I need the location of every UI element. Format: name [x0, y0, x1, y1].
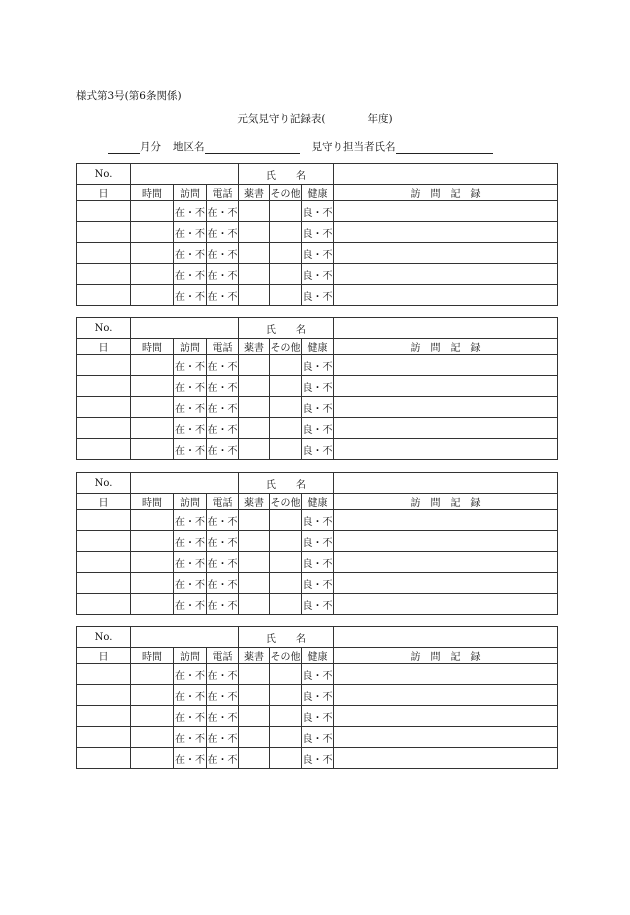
header-other: その他 [270, 494, 302, 510]
time-cell[interactable] [131, 727, 174, 748]
day-cell[interactable] [77, 243, 131, 264]
table-row [77, 706, 558, 727]
visit-mark[interactable]: 在・不 [174, 285, 207, 306]
visit-mark[interactable]: 在・不 [174, 355, 207, 376]
table-row [77, 727, 558, 748]
header-medicine: 薬書 [239, 185, 270, 201]
visit-record-cell[interactable] [334, 439, 558, 460]
visit-mark[interactable]: 在・不 [174, 727, 207, 748]
medicine-cell[interactable] [239, 418, 270, 439]
header-time: 時間 [131, 185, 174, 201]
day-cell[interactable] [77, 201, 131, 222]
day-cell[interactable] [77, 748, 131, 769]
no-value-cell[interactable] [131, 473, 239, 494]
time-cell[interactable] [131, 510, 174, 531]
month-label: 月分 [140, 141, 161, 153]
visit-mark[interactable]: 在・不 [174, 264, 207, 285]
phone-mark[interactable]: 在・不 [207, 439, 239, 460]
header-health: 健康 [302, 648, 334, 664]
header-phone: 電話 [207, 648, 239, 664]
visit-mark[interactable]: 在・不 [174, 510, 207, 531]
header-day: 日 [77, 339, 131, 355]
time-cell[interactable] [131, 376, 174, 397]
name-value-cell[interactable] [334, 164, 558, 185]
medicine-cell[interactable] [239, 376, 270, 397]
phone-mark[interactable]: 在・不 [207, 418, 239, 439]
table-row [77, 397, 558, 418]
no-value-cell[interactable] [131, 627, 239, 648]
other-cell[interactable] [270, 355, 302, 376]
day-cell[interactable] [77, 727, 131, 748]
phone-mark[interactable]: 在・不 [207, 664, 239, 685]
other-cell[interactable] [270, 397, 302, 418]
header-health: 健康 [302, 339, 334, 355]
other-cell[interactable] [270, 594, 302, 615]
other-cell[interactable] [270, 573, 302, 594]
health-mark[interactable]: 良・不 [302, 685, 334, 706]
visit-mark[interactable]: 在・不 [174, 664, 207, 685]
day-cell[interactable] [77, 510, 131, 531]
time-cell[interactable] [131, 201, 174, 222]
health-mark[interactable]: 良・不 [302, 243, 334, 264]
health-mark[interactable]: 良・不 [302, 706, 334, 727]
day-cell[interactable] [77, 685, 131, 706]
visit-mark[interactable]: 在・不 [174, 222, 207, 243]
phone-mark[interactable]: 在・不 [207, 685, 239, 706]
header-time: 時間 [131, 339, 174, 355]
header-day: 日 [77, 648, 131, 664]
time-cell[interactable] [131, 748, 174, 769]
visit-record-cell[interactable] [334, 201, 558, 222]
other-cell[interactable] [270, 727, 302, 748]
time-cell[interactable] [131, 264, 174, 285]
header-phone: 電話 [207, 494, 239, 510]
visit-record-cell[interactable] [334, 531, 558, 552]
health-mark[interactable]: 良・不 [302, 510, 334, 531]
phone-mark[interactable]: 在・不 [207, 510, 239, 531]
table-row [77, 285, 558, 306]
table-row [77, 222, 558, 243]
no-label: No. [77, 164, 131, 185]
table-row [77, 243, 558, 264]
day-cell[interactable] [77, 552, 131, 573]
phone-mark[interactable]: 在・不 [207, 201, 239, 222]
other-cell[interactable] [270, 664, 302, 685]
no-label: No. [77, 318, 131, 339]
other-cell[interactable] [270, 531, 302, 552]
visit-record-cell[interactable] [334, 552, 558, 573]
table-row [77, 552, 558, 573]
visit-record-cell[interactable] [334, 727, 558, 748]
health-mark[interactable]: 良・不 [302, 439, 334, 460]
medicine-cell[interactable] [239, 594, 270, 615]
phone-mark[interactable]: 在・不 [207, 706, 239, 727]
table-row [77, 531, 558, 552]
medicine-cell[interactable] [239, 285, 270, 306]
other-cell[interactable] [270, 285, 302, 306]
header-visit-record: 訪 問 記 録 [334, 648, 558, 664]
phone-mark[interactable]: 在・不 [207, 397, 239, 418]
record-table-4 [76, 626, 558, 769]
medicine-cell[interactable] [239, 706, 270, 727]
phone-mark[interactable]: 在・不 [207, 264, 239, 285]
table-row [77, 573, 558, 594]
time-cell[interactable] [131, 222, 174, 243]
visit-mark[interactable]: 在・不 [174, 531, 207, 552]
time-cell[interactable] [131, 706, 174, 727]
time-cell[interactable] [131, 397, 174, 418]
table-row [77, 418, 558, 439]
visit-mark[interactable]: 在・不 [174, 243, 207, 264]
table-row [77, 685, 558, 706]
table-row [77, 201, 558, 222]
other-cell[interactable] [270, 376, 302, 397]
no-value-cell[interactable] [131, 164, 239, 185]
time-cell[interactable] [131, 418, 174, 439]
medicine-cell[interactable] [239, 685, 270, 706]
month-blank[interactable] [108, 141, 140, 154]
health-mark[interactable]: 良・不 [302, 748, 334, 769]
time-cell[interactable] [131, 594, 174, 615]
health-mark[interactable]: 良・不 [302, 201, 334, 222]
phone-mark[interactable]: 在・不 [207, 222, 239, 243]
title-suffix: 年度) [367, 113, 393, 125]
other-cell[interactable] [270, 418, 302, 439]
other-cell[interactable] [270, 222, 302, 243]
no-label: No. [77, 627, 131, 648]
phone-mark[interactable]: 在・不 [207, 531, 239, 552]
visit-record-cell[interactable] [334, 510, 558, 531]
name-label: 氏 名 [239, 473, 334, 494]
time-cell[interactable] [131, 243, 174, 264]
day-cell[interactable] [77, 594, 131, 615]
no-value-cell[interactable] [131, 318, 239, 339]
visit-mark[interactable]: 在・不 [174, 573, 207, 594]
other-cell[interactable] [270, 264, 302, 285]
meta-line [108, 139, 493, 154]
district-label: 地区名 [173, 141, 205, 153]
visit-mark[interactable]: 在・不 [174, 397, 207, 418]
name-value-cell[interactable] [334, 473, 558, 494]
visit-mark[interactable]: 在・不 [174, 685, 207, 706]
phone-mark[interactable]: 在・不 [207, 748, 239, 769]
table-row [77, 748, 558, 769]
time-cell[interactable] [131, 685, 174, 706]
visit-mark[interactable]: 在・不 [174, 376, 207, 397]
table-row [77, 664, 558, 685]
visit-record-cell[interactable] [334, 376, 558, 397]
header-visit-record: 訪 問 記 録 [334, 185, 558, 201]
header-time: 時間 [131, 494, 174, 510]
day-cell[interactable] [77, 355, 131, 376]
health-mark[interactable]: 良・不 [302, 727, 334, 748]
visit-record-cell[interactable] [334, 573, 558, 594]
record-table-1 [76, 163, 558, 306]
medicine-cell[interactable] [239, 243, 270, 264]
header-medicine: 薬書 [239, 494, 270, 510]
other-cell[interactable] [270, 748, 302, 769]
medicine-cell[interactable] [239, 222, 270, 243]
table-row [77, 376, 558, 397]
medicine-cell[interactable] [239, 201, 270, 222]
other-cell[interactable] [270, 201, 302, 222]
header-health: 健康 [302, 185, 334, 201]
monitor-label: 見守り担当者氏名 [311, 141, 396, 153]
health-mark[interactable]: 良・不 [302, 418, 334, 439]
phone-mark[interactable]: 在・不 [207, 552, 239, 573]
phone-mark[interactable]: 在・不 [207, 243, 239, 264]
time-cell[interactable] [131, 573, 174, 594]
phone-mark[interactable]: 在・不 [207, 573, 239, 594]
record-table-2 [76, 317, 558, 460]
visit-mark[interactable]: 在・不 [174, 201, 207, 222]
visit-mark[interactable]: 在・不 [174, 748, 207, 769]
district-blank[interactable] [205, 141, 300, 154]
name-label: 氏 名 [239, 164, 334, 185]
other-cell[interactable] [270, 706, 302, 727]
other-cell[interactable] [270, 243, 302, 264]
visit-record-cell[interactable] [334, 355, 558, 376]
table-row [77, 594, 558, 615]
other-cell[interactable] [270, 510, 302, 531]
phone-mark[interactable]: 在・不 [207, 594, 239, 615]
day-cell[interactable] [77, 706, 131, 727]
header-other: その他 [270, 339, 302, 355]
medicine-cell[interactable] [239, 264, 270, 285]
table-row [77, 510, 558, 531]
header-phone: 電話 [207, 185, 239, 201]
day-cell[interactable] [77, 376, 131, 397]
visit-record-cell[interactable] [334, 264, 558, 285]
time-cell[interactable] [131, 552, 174, 573]
header-medicine: 薬書 [239, 339, 270, 355]
header-day: 日 [77, 494, 131, 510]
day-cell[interactable] [77, 439, 131, 460]
day-cell[interactable] [77, 264, 131, 285]
medicine-cell[interactable] [239, 573, 270, 594]
header-visit: 訪問 [174, 648, 207, 664]
medicine-cell[interactable] [239, 552, 270, 573]
health-mark[interactable]: 良・不 [302, 664, 334, 685]
other-cell[interactable] [270, 685, 302, 706]
phone-mark[interactable]: 在・不 [207, 376, 239, 397]
no-label: No. [77, 473, 131, 494]
monitor-blank[interactable] [396, 141, 493, 154]
header-time: 時間 [131, 648, 174, 664]
visit-record-cell[interactable] [334, 285, 558, 306]
time-cell[interactable] [131, 664, 174, 685]
visit-record-cell[interactable] [334, 222, 558, 243]
visit-record-cell[interactable] [334, 664, 558, 685]
header-other: その他 [270, 648, 302, 664]
form-reference: 様式第3号(第6条関係) [76, 90, 182, 102]
visit-record-cell[interactable] [334, 418, 558, 439]
other-cell[interactable] [270, 552, 302, 573]
visit-record-cell[interactable] [334, 685, 558, 706]
medicine-cell[interactable] [239, 510, 270, 531]
day-cell[interactable] [77, 418, 131, 439]
visit-record-cell[interactable] [334, 748, 558, 769]
health-mark[interactable]: 良・不 [302, 552, 334, 573]
health-mark[interactable]: 良・不 [302, 531, 334, 552]
visit-record-cell[interactable] [334, 243, 558, 264]
header-visit: 訪問 [174, 494, 207, 510]
phone-mark[interactable]: 在・不 [207, 727, 239, 748]
time-cell[interactable] [131, 285, 174, 306]
header-other: その他 [270, 185, 302, 201]
table-row [77, 355, 558, 376]
medicine-cell[interactable] [239, 355, 270, 376]
health-mark[interactable]: 良・不 [302, 355, 334, 376]
day-cell[interactable] [77, 531, 131, 552]
document-title [0, 111, 630, 126]
phone-mark[interactable]: 在・不 [207, 355, 239, 376]
name-value-cell[interactable] [334, 318, 558, 339]
header-health: 健康 [302, 494, 334, 510]
medicine-cell[interactable] [239, 727, 270, 748]
record-table-3 [76, 472, 558, 615]
visit-mark[interactable]: 在・不 [174, 418, 207, 439]
header-medicine: 薬書 [239, 648, 270, 664]
visit-record-cell[interactable] [334, 397, 558, 418]
header-visit-record: 訪 問 記 録 [334, 339, 558, 355]
header-visit-record: 訪 問 記 録 [334, 494, 558, 510]
visit-mark[interactable]: 在・不 [174, 706, 207, 727]
visit-mark[interactable]: 在・不 [174, 552, 207, 573]
health-mark[interactable]: 良・不 [302, 222, 334, 243]
day-cell[interactable] [77, 285, 131, 306]
visit-mark[interactable]: 在・不 [174, 439, 207, 460]
phone-mark[interactable]: 在・不 [207, 285, 239, 306]
medicine-cell[interactable] [239, 531, 270, 552]
table-row [77, 264, 558, 285]
name-label: 氏 名 [239, 318, 334, 339]
health-mark[interactable]: 良・不 [302, 376, 334, 397]
health-mark[interactable]: 良・不 [302, 264, 334, 285]
medicine-cell[interactable] [239, 397, 270, 418]
visit-record-cell[interactable] [334, 706, 558, 727]
time-cell[interactable] [131, 531, 174, 552]
header-day: 日 [77, 185, 131, 201]
visit-mark[interactable]: 在・不 [174, 594, 207, 615]
header-phone: 電話 [207, 339, 239, 355]
title-prefix: 元気見守り記録表( [237, 113, 326, 125]
time-cell[interactable] [131, 439, 174, 460]
table-row [77, 439, 558, 460]
visit-record-cell[interactable] [334, 594, 558, 615]
name-value-cell[interactable] [334, 627, 558, 648]
day-cell[interactable] [77, 222, 131, 243]
health-mark[interactable]: 良・不 [302, 573, 334, 594]
health-mark[interactable]: 良・不 [302, 285, 334, 306]
day-cell[interactable] [77, 573, 131, 594]
header-visit: 訪問 [174, 185, 207, 201]
health-mark[interactable]: 良・不 [302, 397, 334, 418]
day-cell[interactable] [77, 397, 131, 418]
other-cell[interactable] [270, 439, 302, 460]
health-mark[interactable]: 良・不 [302, 594, 334, 615]
name-label: 氏 名 [239, 627, 334, 648]
medicine-cell[interactable] [239, 748, 270, 769]
header-visit: 訪問 [174, 339, 207, 355]
medicine-cell[interactable] [239, 439, 270, 460]
time-cell[interactable] [131, 355, 174, 376]
medicine-cell[interactable] [239, 664, 270, 685]
day-cell[interactable] [77, 664, 131, 685]
